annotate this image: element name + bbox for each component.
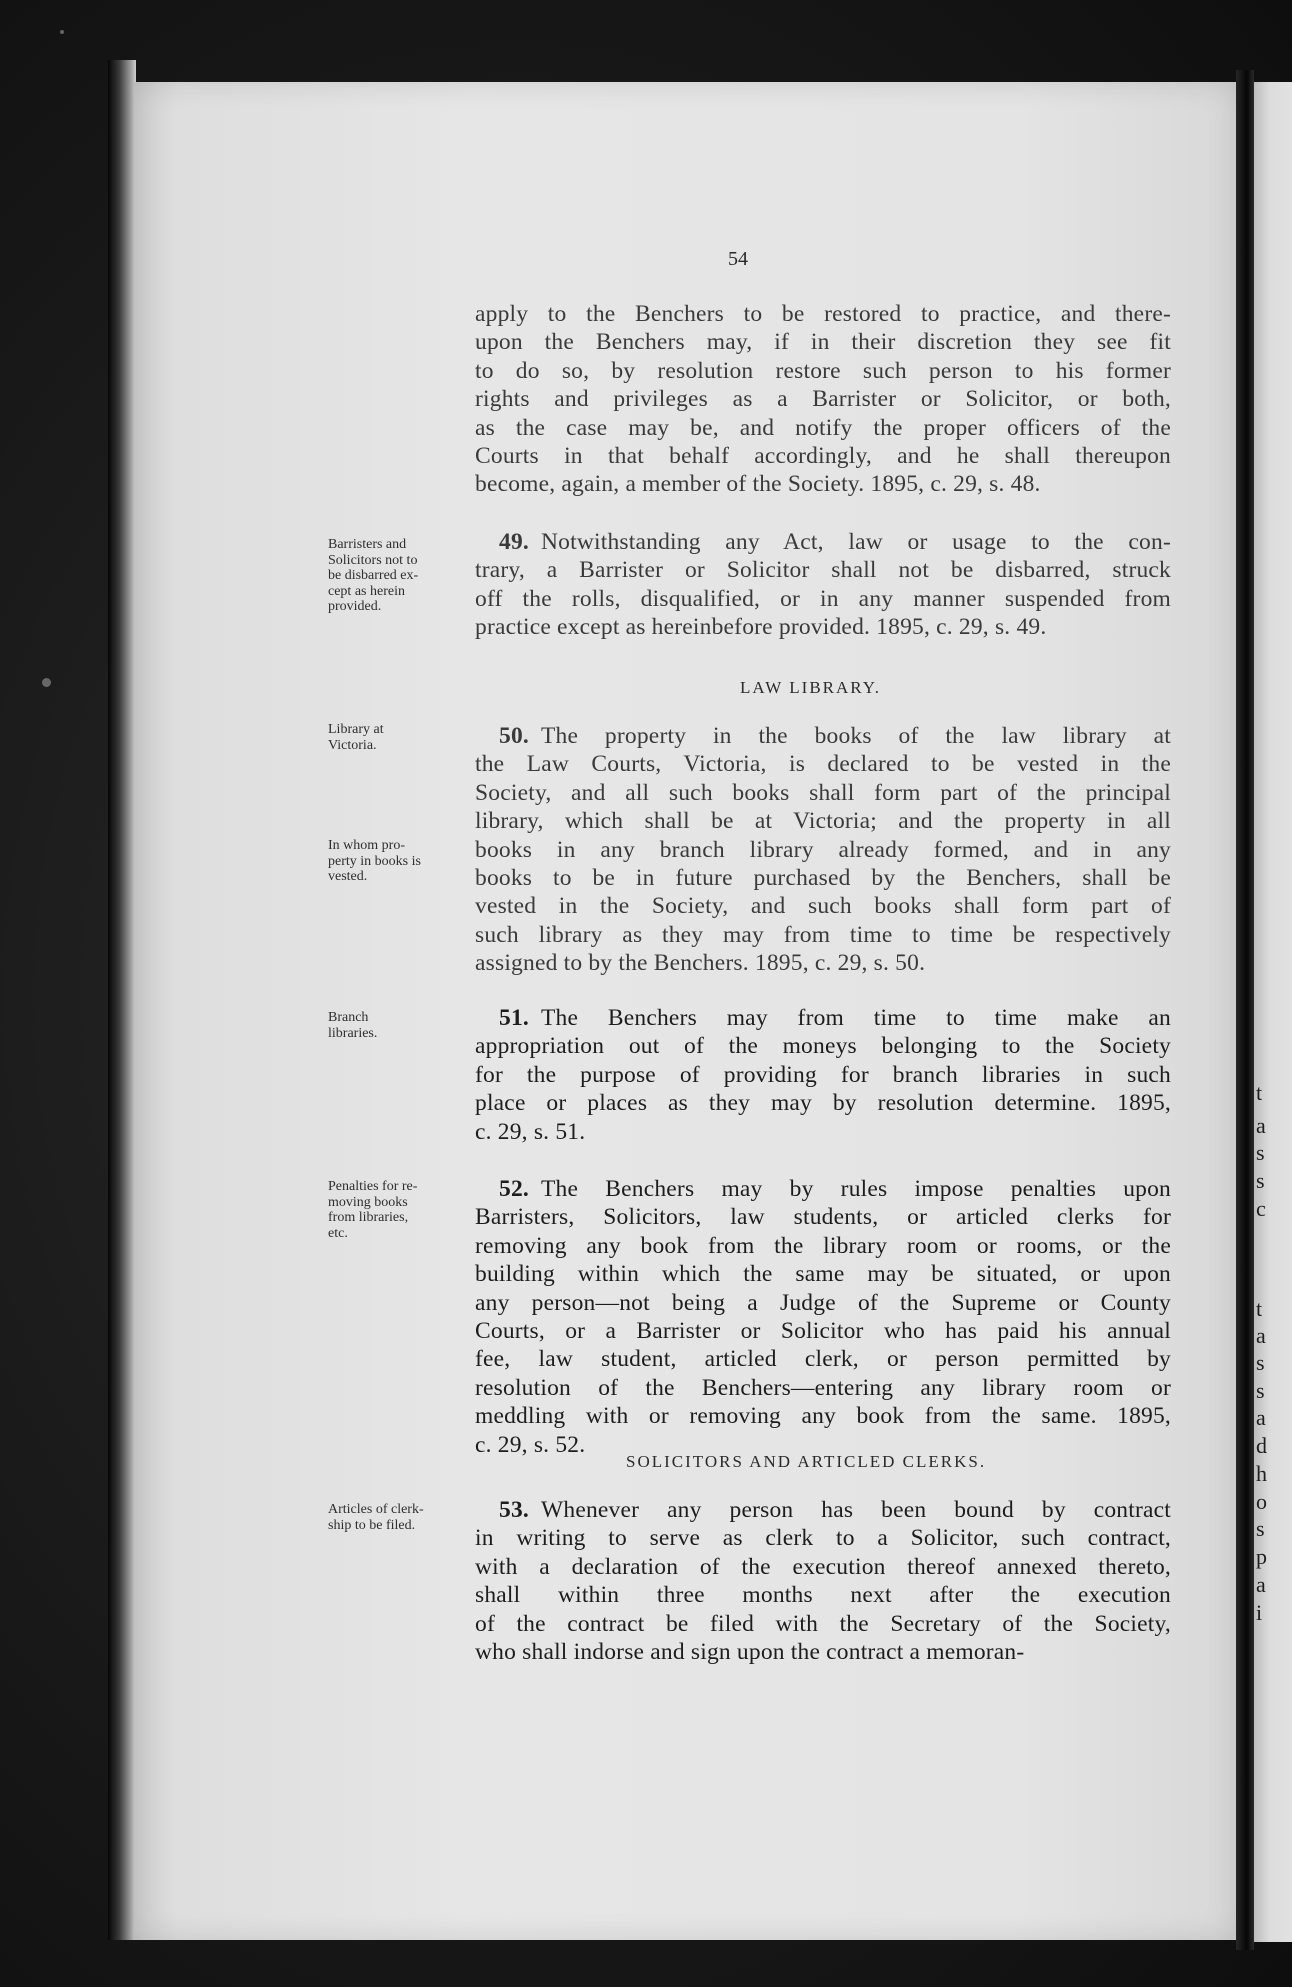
next-page-fragment: p: [1256, 1544, 1267, 1569]
text-line: off the rolls, disqualified, or in any manner suspended from: [475, 585, 1171, 612]
heading-law-library: LAW LIBRARY.: [740, 678, 882, 697]
marginal-line: libraries.: [328, 1025, 378, 1041]
next-page-fragment: a: [1256, 1113, 1266, 1138]
marginal-note: [328, 1502, 478, 1533]
section-49: [475, 528, 1171, 642]
text-line: apply to the Benchers to be restored to practice, and there-: [475, 301, 1171, 327]
text-line: to do so, by resolution restore such person to his former: [475, 357, 1171, 384]
film-speck: [60, 30, 64, 34]
text-line: c. 29, s. 52.: [475, 1431, 586, 1458]
page-gutter: [1236, 70, 1254, 1950]
text-line: shall within three months next after the execution: [475, 1582, 1171, 1609]
paragraph-continuation: [475, 300, 1171, 499]
section-number: 49.: [499, 529, 529, 555]
marginal-line: Branch: [328, 1010, 369, 1025]
text-line: such library as they may from time to time be respectively: [475, 921, 1171, 948]
marginal-note: [328, 537, 478, 615]
text-line: library, which shall be at Victoria; and the property in all: [475, 808, 1171, 835]
text-line: trary, a Barrister or Solicitor shall not be disbarred, struck: [475, 557, 1171, 584]
next-page-edge: [1254, 82, 1292, 1942]
section-number: 52.: [499, 1176, 529, 1202]
heading-solicitors-articled-clerks: SOLICITORS AND ARTICLED CLERKS.: [626, 1452, 987, 1471]
marginal-line: Victoria.: [328, 737, 377, 753]
text-line: vested in the Society, and such books shall form part of: [475, 893, 1171, 920]
next-page-fragment: t: [1256, 1296, 1263, 1321]
text-line: place or places as they may by resolution determine. 1895,: [475, 1090, 1171, 1117]
next-page-fragment: s: [1256, 1378, 1265, 1403]
next-page-fragment: s: [1256, 1350, 1265, 1375]
next-page-fragment: a: [1256, 1405, 1266, 1430]
marginal-line: from libraries,: [328, 1210, 409, 1225]
next-page-fragment: d: [1256, 1433, 1267, 1458]
text-line: of the contract be filed with the Secretary of the Society,: [475, 1610, 1171, 1637]
page-number: 54: [728, 248, 748, 270]
next-page-fragment: s: [1256, 1516, 1265, 1541]
section-number: 50.: [499, 723, 529, 749]
text-line: for the purpose of providing for branch libraries in such: [475, 1061, 1171, 1088]
text-line: resolution of the Benchers—entering any library room or: [475, 1374, 1171, 1401]
text-line: 51. The Benchers may from time to time make an: [499, 1005, 1171, 1031]
text-line: removing any book from the library room or rooms, or the: [475, 1232, 1171, 1259]
marginal-line: ship to be filed.: [328, 1517, 416, 1533]
text-line: in writing to serve as clerk to a Solicitor, such contract,: [475, 1525, 1171, 1552]
next-page-fragment: a: [1256, 1323, 1266, 1348]
marginal-line: vested.: [328, 869, 368, 884]
text-line: meddling with or removing any book from the same. 1895,: [475, 1403, 1171, 1430]
text-line: any person—not being a Judge of the Supreme or County: [475, 1289, 1171, 1316]
marginal-line: moving books: [328, 1194, 408, 1210]
text-line: practice except as hereinbefore provided. 1895, c. 29, s. 49.: [475, 614, 1047, 641]
marginal-line: perty in books is: [328, 853, 421, 869]
next-page-fragment: s: [1256, 1168, 1265, 1193]
text-line: books to be in future purchased by the Benchers, shall be: [475, 864, 1171, 891]
marginal-line: Articles of clerk-: [328, 1502, 424, 1517]
marginal-line: Solicitors not to: [328, 552, 418, 568]
marginal-line: In whom pro-: [328, 838, 405, 853]
text-line: who shall indorse and sign upon the contract a memoran-: [475, 1638, 1025, 1665]
text-line: upon the Benchers may, if in their discretion they see fit: [475, 329, 1171, 356]
section-number: 51.: [499, 1005, 529, 1031]
text-line: books in any branch library already formed, and in any: [475, 836, 1171, 863]
text-line: fee, law student, articled clerk, or person permitted by: [475, 1346, 1171, 1373]
marginal-line: cept as herein: [328, 583, 405, 599]
text-line: Barristers, Solicitors, law students, or articled clerks for: [475, 1204, 1171, 1231]
next-page-fragment: o: [1256, 1489, 1267, 1514]
film-speck: [42, 678, 51, 687]
marginal-line: Library at: [328, 722, 384, 737]
text-line: Courts, or a Barrister or Solicitor who has paid his annual: [475, 1317, 1171, 1344]
text-line: become, again, a member of the Society. 1895, c. 29, s. 48.: [475, 471, 1041, 498]
next-page-fragment: c: [1256, 1196, 1266, 1221]
section-52: [475, 1175, 1171, 1459]
text-line: assigned to by the Benchers. 1895, c. 29, s. 50.: [475, 950, 926, 977]
text-line: 53. Whenever any person has been bound by contract: [499, 1497, 1171, 1523]
marginal-note: [328, 722, 478, 753]
text-line: the Law Courts, Victoria, is declared to be vested in the: [475, 751, 1171, 778]
text-line: with a declaration of the execution thereof annexed thereto,: [475, 1553, 1171, 1580]
text-line: rights and privileges as a Barrister or Solicitor, or both,: [475, 386, 1171, 413]
next-page-fragment: a: [1256, 1572, 1266, 1597]
text-line: Courts in that behalf accordingly, and he shall thereupon: [475, 442, 1171, 469]
marginal-note: [328, 1010, 478, 1041]
text-line: as the case may be, and notify the proper officers of the: [475, 414, 1171, 441]
section-53: [475, 1496, 1171, 1666]
next-page-fragment: s: [1256, 1140, 1265, 1165]
text-line: appropriation out of the moneys belonging to the Society: [475, 1033, 1171, 1060]
marginal-line: Penalties for re-: [328, 1179, 418, 1194]
text-line: 49. Notwithstanding any Act, law or usage to the con-: [499, 529, 1171, 555]
binding-edge: [108, 60, 136, 1940]
marginal-line: etc.: [328, 1225, 348, 1241]
next-page-fragment: t: [1256, 1080, 1263, 1105]
next-page-fragment: i: [1256, 1600, 1263, 1625]
text-line: building within which the same may be situated, or upon: [475, 1261, 1171, 1288]
text-line: c. 29, s. 51.: [475, 1118, 586, 1145]
next-page-fragment: h: [1256, 1461, 1267, 1486]
section-50: [475, 722, 1171, 978]
section-51: [475, 1004, 1171, 1146]
marginal-line: Barristers and: [328, 537, 407, 552]
marginal-note: [328, 1179, 478, 1241]
marginal-line: be disbarred ex-: [328, 568, 419, 583]
text-line: Society, and all such books shall form part of the principal: [475, 779, 1171, 806]
marginal-note: [328, 838, 478, 885]
marginal-line: provided.: [328, 599, 382, 614]
section-number: 53.: [499, 1497, 529, 1523]
text-line: 50. The property in the books of the law library at: [499, 723, 1171, 749]
text-line: 52. The Benchers may by rules impose penalties upon: [499, 1176, 1171, 1202]
